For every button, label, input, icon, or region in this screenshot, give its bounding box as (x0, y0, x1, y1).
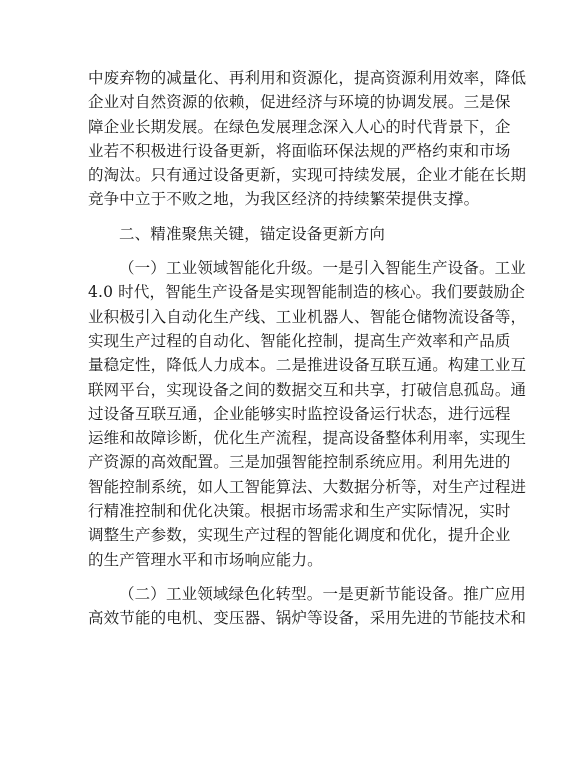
text-line: 实现生产过程的自动化、智能化控制，提高生产效率和产品质 (88, 331, 511, 350)
text-line: 调整生产参数，实现生产过程的智能化调度和优化，提升企业 (88, 526, 511, 545)
text-line: 的生产管理水平和市场响应能力。 (88, 550, 323, 569)
text-line: 智能控制系统，如人工智能算法、大数据分析等，对生产过程进 (88, 477, 527, 496)
text-line: 4.0 时代，智能生产设备是实现智能制造的核心。我们要鼓励企 (88, 283, 526, 302)
text-line: 企业对自然资源的依赖，促进经济与环境的协调发展。三是保 (88, 93, 511, 112)
text-line: 障企业长期发展。在绿色发展理念深入人心的时代背景下，企 (88, 117, 511, 136)
text-line: 业若不积极进行设备更新，将面临环保法规的严格约束和市场 (88, 141, 511, 160)
text-line: 过设备互联互通，企业能够实时监控设备运行状态，进行远程 (88, 404, 511, 423)
text-line: （一）工业领域智能化升级。一是引入智能生产设备。工业 (119, 259, 526, 278)
section-heading: 二、精准聚焦关键，锚定设备更新方向 (119, 224, 386, 243)
paragraph-1 (88, 66, 527, 212)
text-line: 高效节能的电机、变压器、锅炉等设备，采用先进的节能技术和 (88, 609, 527, 628)
text-line: 运维和故障诊断，优化生产流程，提高设备整体利用率，实现生 (88, 429, 527, 448)
document-body (88, 66, 527, 631)
paragraph-3 (88, 582, 527, 631)
paragraph-spacer (88, 572, 502, 582)
paragraph-spacer (88, 212, 502, 222)
text-line: 产资源的高效配置。三是加强智能控制系统应用。利用先进的 (88, 453, 511, 472)
text-line: （二）工业领域绿色化转型。一是更新节能设备。推广应用 (119, 584, 526, 603)
paragraph-2 (88, 256, 527, 572)
paragraph-spacer (88, 246, 502, 256)
text-line: 中废弃物的减量化、再利用和资源化，提高资源利用效率，降低 (88, 69, 527, 87)
text-line: 的淘汰。只有通过设备更新，实现可持续发展，企业才能在长期 (88, 166, 527, 185)
text-line: 竞争中立于不败之地，为我区经济的持续繁荣提供支撑。 (88, 190, 480, 209)
text-line: 联网平台，实现设备之间的数据交互和共享，打破信息孤岛。通 (88, 380, 527, 399)
text-line: 量稳定性，降低人力成本。二是推进设备互联互通。构建工业互 (88, 356, 527, 375)
text-line: 行精准控制和优化决策。根据市场需求和生产实际情况，实时 (88, 502, 511, 521)
text-line: 业积极引入自动化生产线、工业机器人、智能仓储物流设备等， (88, 307, 527, 326)
